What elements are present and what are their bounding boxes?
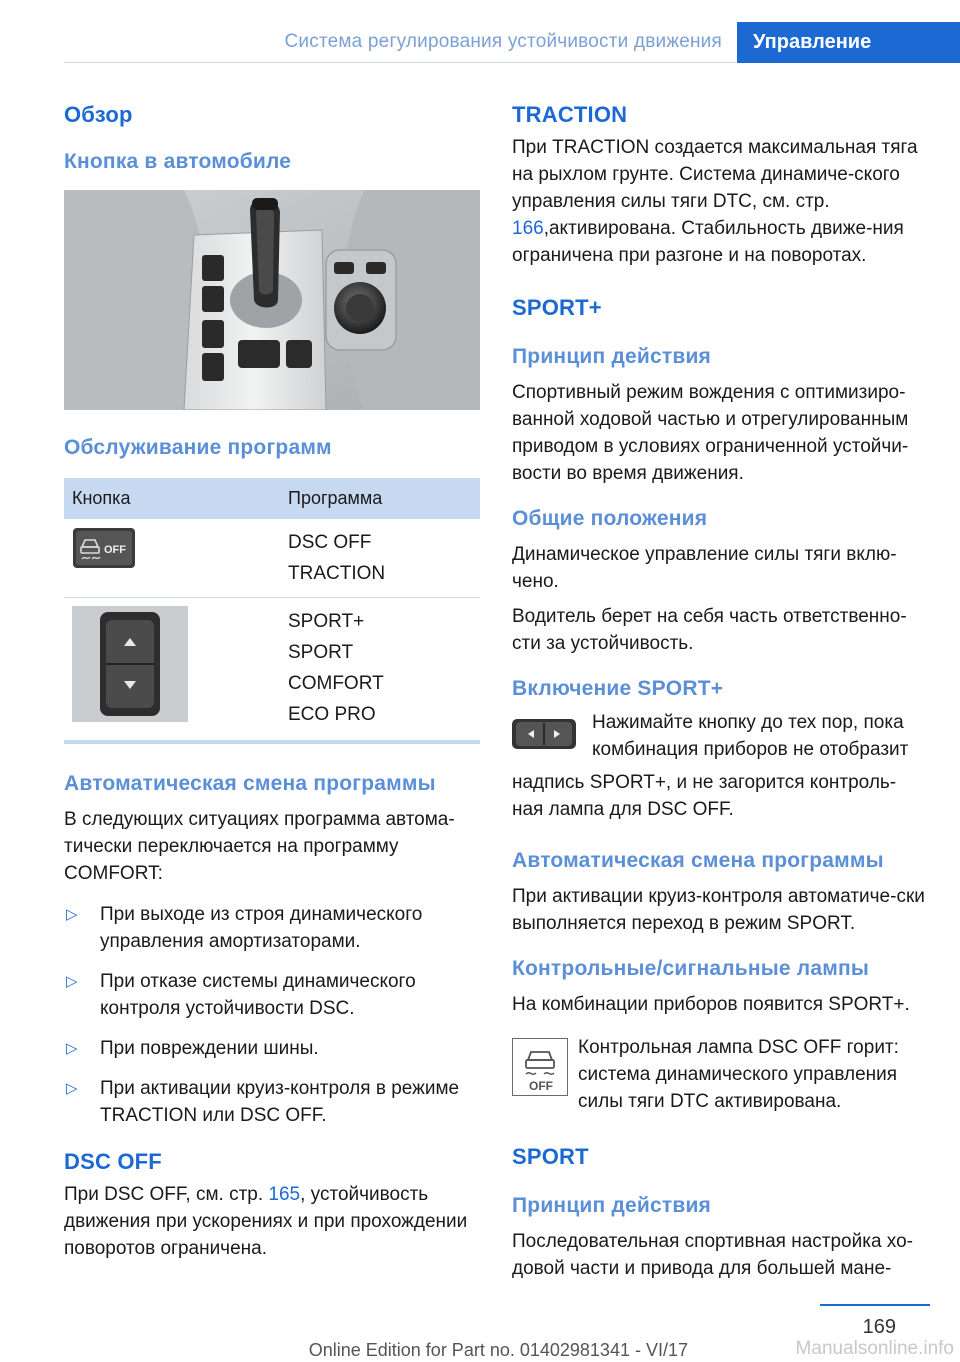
edition-footer: Online Edition for Part no. 01402981341 - VI/17 (308, 1340, 688, 1360)
lamps-text: На комбинации приборов появится SPORT+. (512, 994, 910, 1015)
program-comfort: COMFORT (288, 673, 384, 694)
lamps-heading: Контрольные/сигнальные лампы (512, 957, 869, 980)
table-header-program: Программа (280, 478, 480, 519)
sport-heading: SPORT (512, 1144, 589, 1169)
program-dsc-off: DSC OFF (288, 532, 372, 553)
general-text-2: Водитель берет на себя часть ответственно-сти за устойчивость. (512, 606, 907, 654)
principle-heading: Принцип действия (512, 345, 712, 368)
overview-heading: Обзор (64, 102, 133, 127)
right-column (512, 98, 926, 1296)
traction-text: При TRACTION создается максимальная тяга на рыхлом грунте. Система динамиче-ского управления силы тяги DTC, см. стр. 166,активирована. Стабильность движе-ния ограничена при разгоне и на поворотах. (512, 137, 918, 266)
triangle-bullet-icon: ▷ (66, 973, 78, 990)
watermark: Manualsonline.info (795, 1338, 954, 1359)
sport-principle-heading: Принцип действия (512, 1194, 712, 1217)
programs-table (64, 478, 480, 738)
svg-text:OFF: OFF (104, 544, 126, 556)
dsc-off-lamp-icon (512, 1038, 568, 1096)
programs-heading: Обслуживание программ (64, 436, 332, 459)
auto-change-list (64, 901, 480, 1129)
list-item: ▷ При повреждении шины. (64, 1035, 480, 1062)
auto-change-text-right: При активации круиз-контроля автоматиче-ски выполняется переход в режим SPORT. (512, 886, 925, 934)
auto-change-heading: Автоматическая смена программы (64, 772, 436, 795)
table-row (64, 519, 480, 598)
header-chapter-tab[interactable]: Управление (737, 22, 960, 63)
activation-heading: Включение SPORT+ (512, 677, 724, 700)
table-cell-button (64, 598, 280, 739)
program-sport-plus: SPORT+ (288, 611, 365, 632)
button-heading: Кнопка в автомобиле (64, 150, 292, 173)
table-row (64, 598, 480, 739)
dsc-off-heading: DSC OFF (64, 1149, 162, 1174)
list-item: ▷ При активации круиз-контроля в режиме TRACTION или DSC OFF. (64, 1075, 480, 1129)
dsc-off-text: При DSC OFF, см. стр. 165, устойчивость движения при ускорениях и при прохождении поворотов ограничена. (64, 1184, 468, 1259)
activation-text-a: Нажимайте кнопку до тех пор, пока комбинация приборов не отобразит (592, 712, 909, 760)
program-traction: TRACTION (288, 563, 386, 584)
triangle-bullet-icon: ▷ (66, 1080, 78, 1097)
list-item: ▷ При отказе системы динамического контроля устойчивости DSC. (64, 968, 480, 1022)
dsc-off-button-icon (72, 527, 136, 569)
page-link-165[interactable]: 165 (268, 1184, 301, 1205)
page-number: 169 (862, 1316, 896, 1338)
table-cell-program (280, 598, 480, 739)
principle-text: Спортивный режим вождения с оптимизиро-ванной ходовой частью и отрегулированным приводом в условиях ограниченной устойчи-вости во время движения. (512, 382, 909, 484)
table-cell-button (64, 519, 280, 598)
general-text-1: Динамическое управление силы тяги вклю-чено. (512, 544, 897, 592)
page-link-166[interactable]: 166 (512, 218, 544, 239)
header-rule (64, 62, 736, 63)
table-end-rule (64, 740, 480, 744)
program-sport: SPORT (288, 642, 354, 663)
lamp-row (512, 1034, 926, 1120)
activation-row (512, 709, 926, 769)
center-console-photo (64, 190, 480, 410)
general-heading: Общие положения (512, 507, 708, 530)
sport-plus-heading: SPORT+ (512, 295, 602, 320)
traction-heading: TRACTION (512, 102, 628, 127)
svg-text:OFF: OFF (529, 1079, 553, 1093)
triangle-bullet-icon: ▷ (66, 1040, 78, 1057)
mode-rocker-switch-icon (72, 606, 188, 722)
auto-change-text: В следующих ситуациях программа автома-тически переключается на программу COMFORT: (64, 809, 455, 884)
table-header-button: Кнопка (64, 478, 280, 519)
sport-text: Последовательная спортивная настройка хо-довой части и привода для большей мане- (512, 1231, 913, 1279)
left-column (64, 98, 480, 1276)
lamp-description: Контрольная лампа DSC OFF горит: система динамического управления силы тяги DTC активирована. (578, 1037, 899, 1112)
triangle-bullet-icon: ▷ (66, 906, 78, 923)
mode-switch-button-icon (512, 717, 576, 751)
table-cell-program (280, 519, 480, 598)
header-section-title: Система регулирования устойчивости движения (284, 31, 722, 52)
auto-change-heading-right: Автоматическая смена программы (512, 849, 884, 872)
footer-accent-rule (820, 1304, 930, 1306)
program-eco-pro: ECO PRO (288, 704, 376, 725)
activation-text-b: надпись SPORT+, и не загорится контроль-ная лампа для DSC OFF. (512, 772, 897, 820)
list-item: ▷ При выходе из строя динамического управления амортизаторами. (64, 901, 480, 955)
